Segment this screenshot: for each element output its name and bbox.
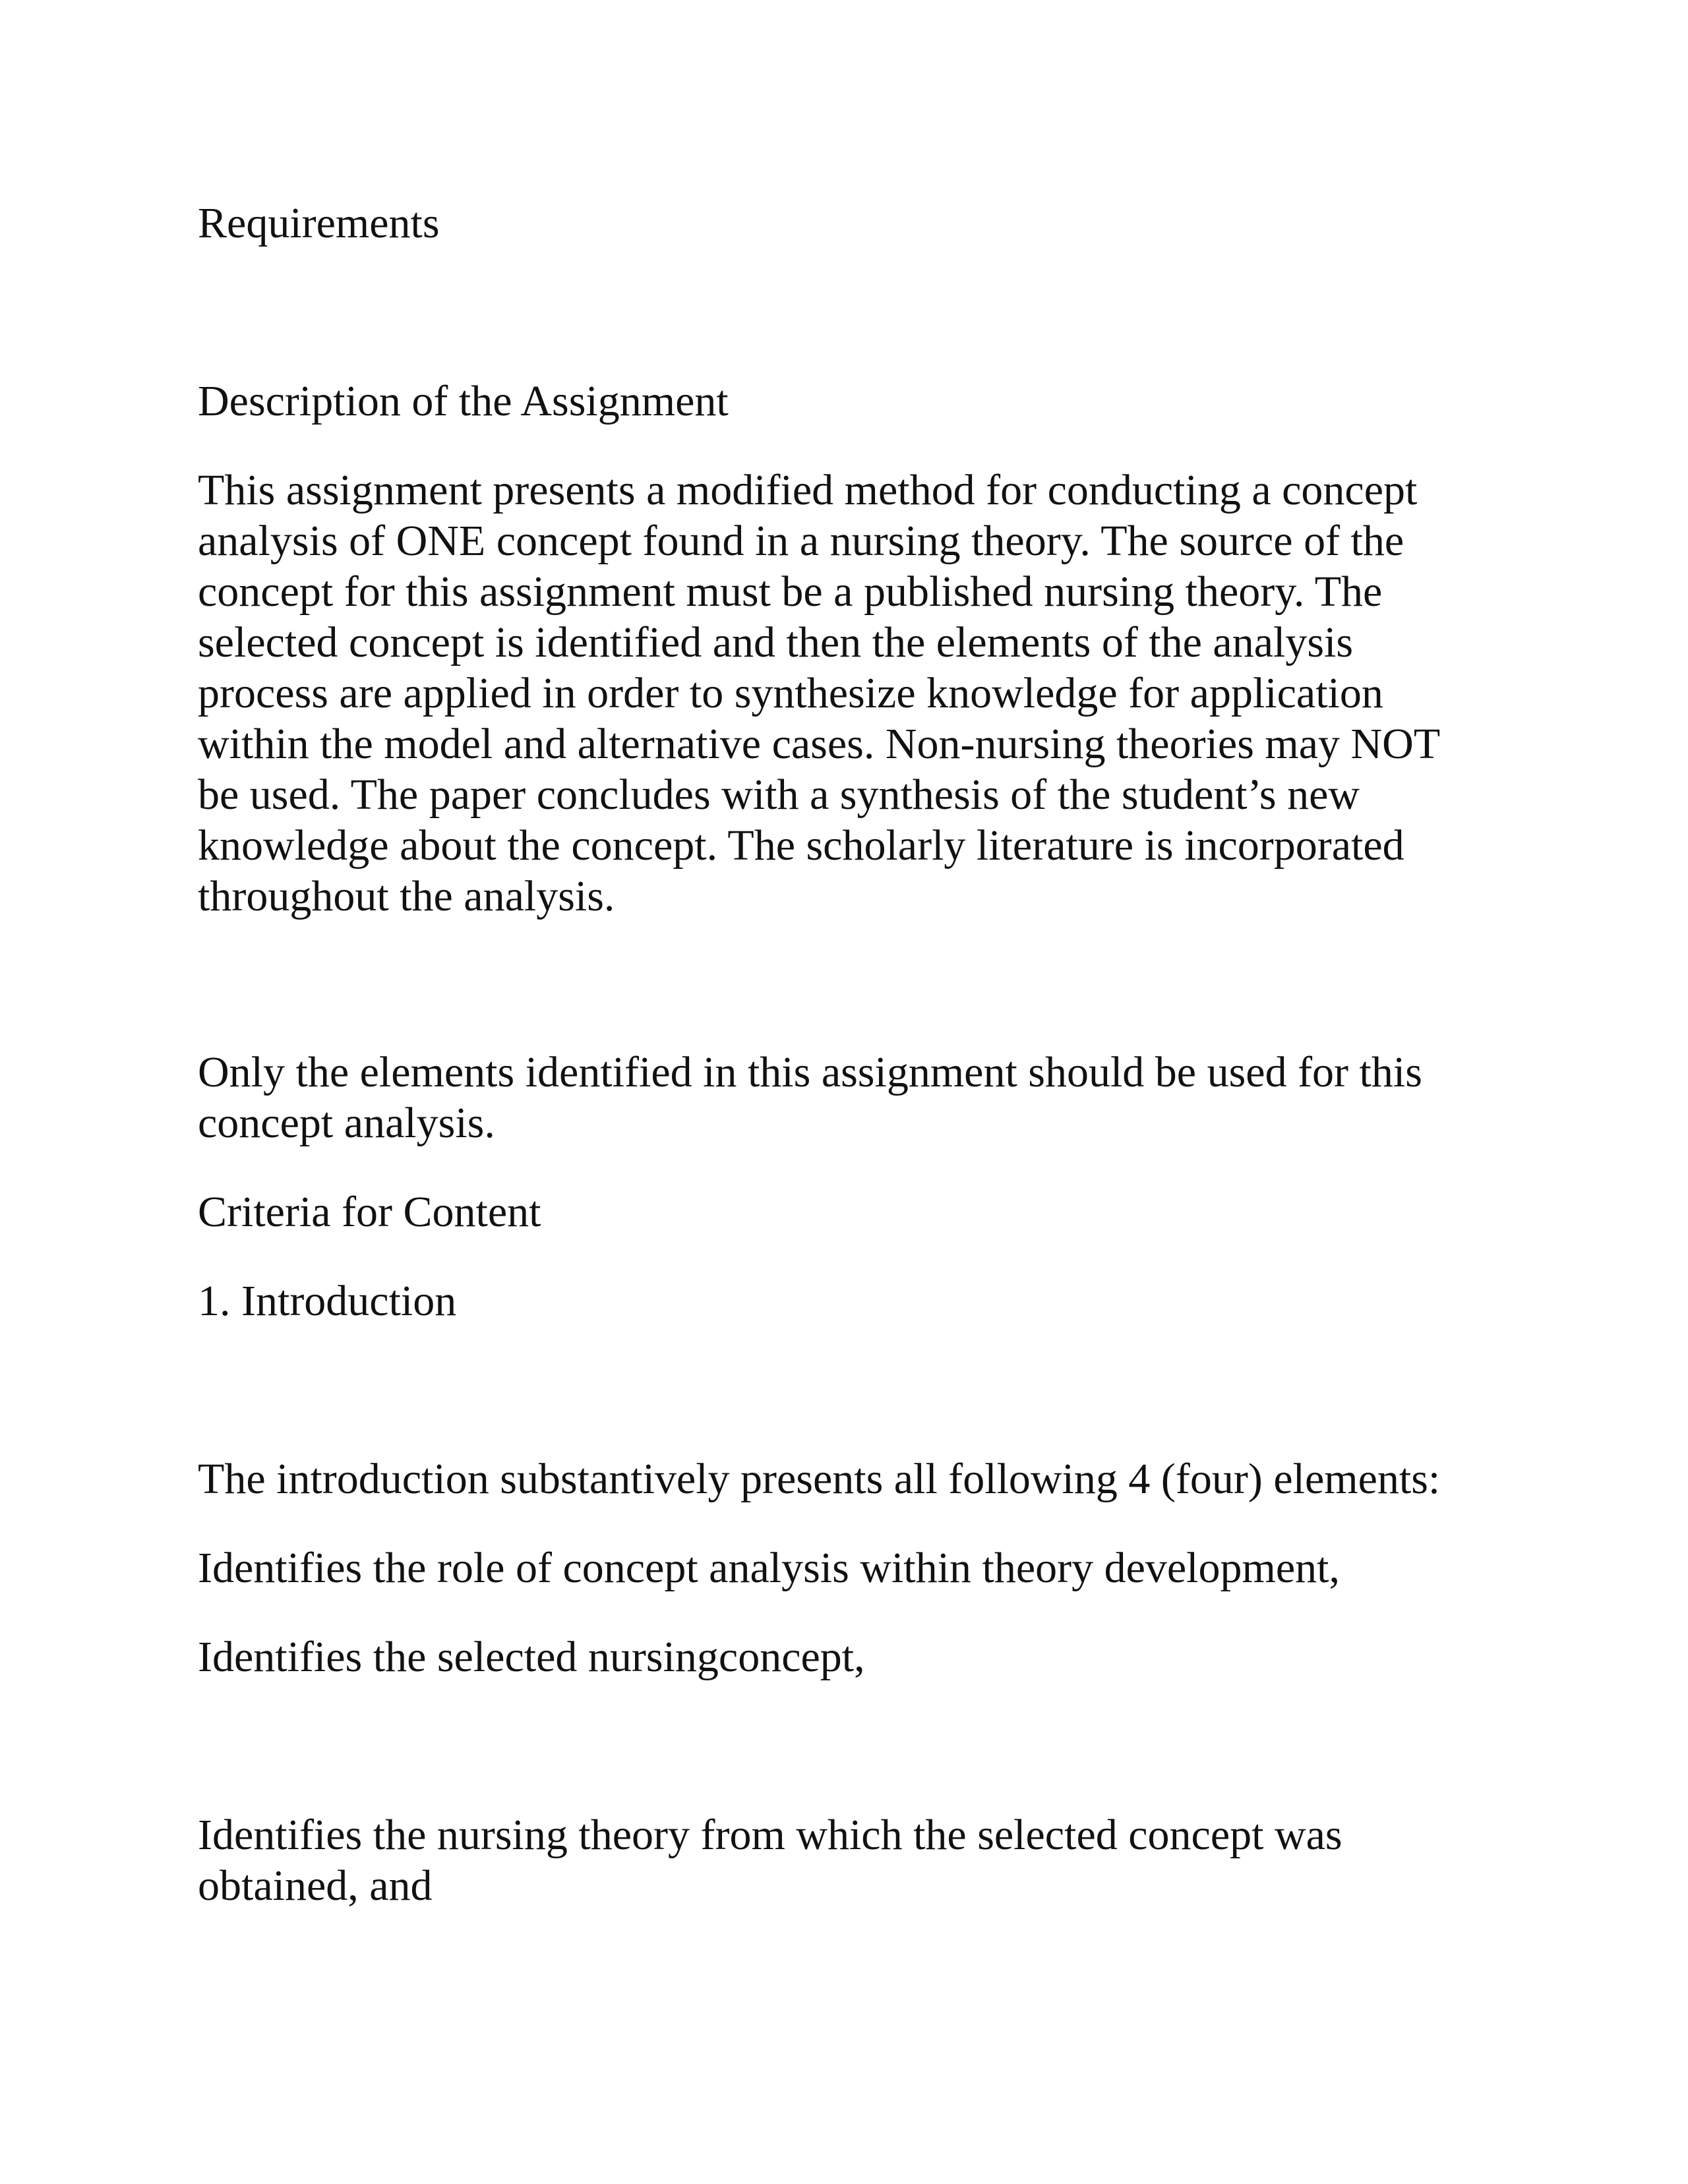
paragraph-line: process are applied in order to synthesize knowledge for application (198, 669, 1383, 717)
paragraph-line: selected concept is identified and then the elements of the analysis (198, 618, 1354, 666)
description-heading: Description of the Assignment (198, 377, 729, 425)
intro-item-1: Identifies the role of concept analysis within theory development, (198, 1544, 1340, 1592)
paragraph-line: analysis of ONE concept found in a nursing theory. The source of the (198, 517, 1404, 565)
paragraph-line: obtained, and (198, 1862, 433, 1910)
paragraph-line: concept for this assignment must be a published nursing theory. The (198, 568, 1383, 616)
section-1-heading: 1. Introduction (198, 1277, 457, 1325)
intro-item-2: Identifies the selected nursingconcept, (198, 1633, 865, 1681)
paragraph-line: knowledge about the concept. The scholarly literature is incorporated (198, 821, 1404, 870)
intro-item-3 (198, 1810, 1342, 1911)
paragraph-line: Only the elements identified in this assignment should be used for this (198, 1048, 1422, 1096)
paragraph-line: within the model and alternative cases. Non-nursing theories may NOT (198, 720, 1441, 768)
criteria-heading: Criteria for Content (198, 1188, 541, 1236)
description-paragraph (198, 465, 1440, 922)
requirements-heading: Requirements (198, 199, 440, 247)
paragraph-line: be used. The paper concludes with a synthesis of the student’s new (198, 771, 1360, 819)
paragraph-line: throughout the analysis. (198, 872, 615, 920)
paragraph-line: concept analysis. (198, 1099, 495, 1147)
intro-statement: The introduction substantively presents all following 4 (four) elements: (198, 1455, 1441, 1503)
elements-note-paragraph (198, 1047, 1422, 1148)
paragraph-line: Identifies the nursing theory from which the selected concept was (198, 1811, 1342, 1859)
paragraph-line: This assignment presents a modified method for conducting a concept (198, 466, 1418, 514)
